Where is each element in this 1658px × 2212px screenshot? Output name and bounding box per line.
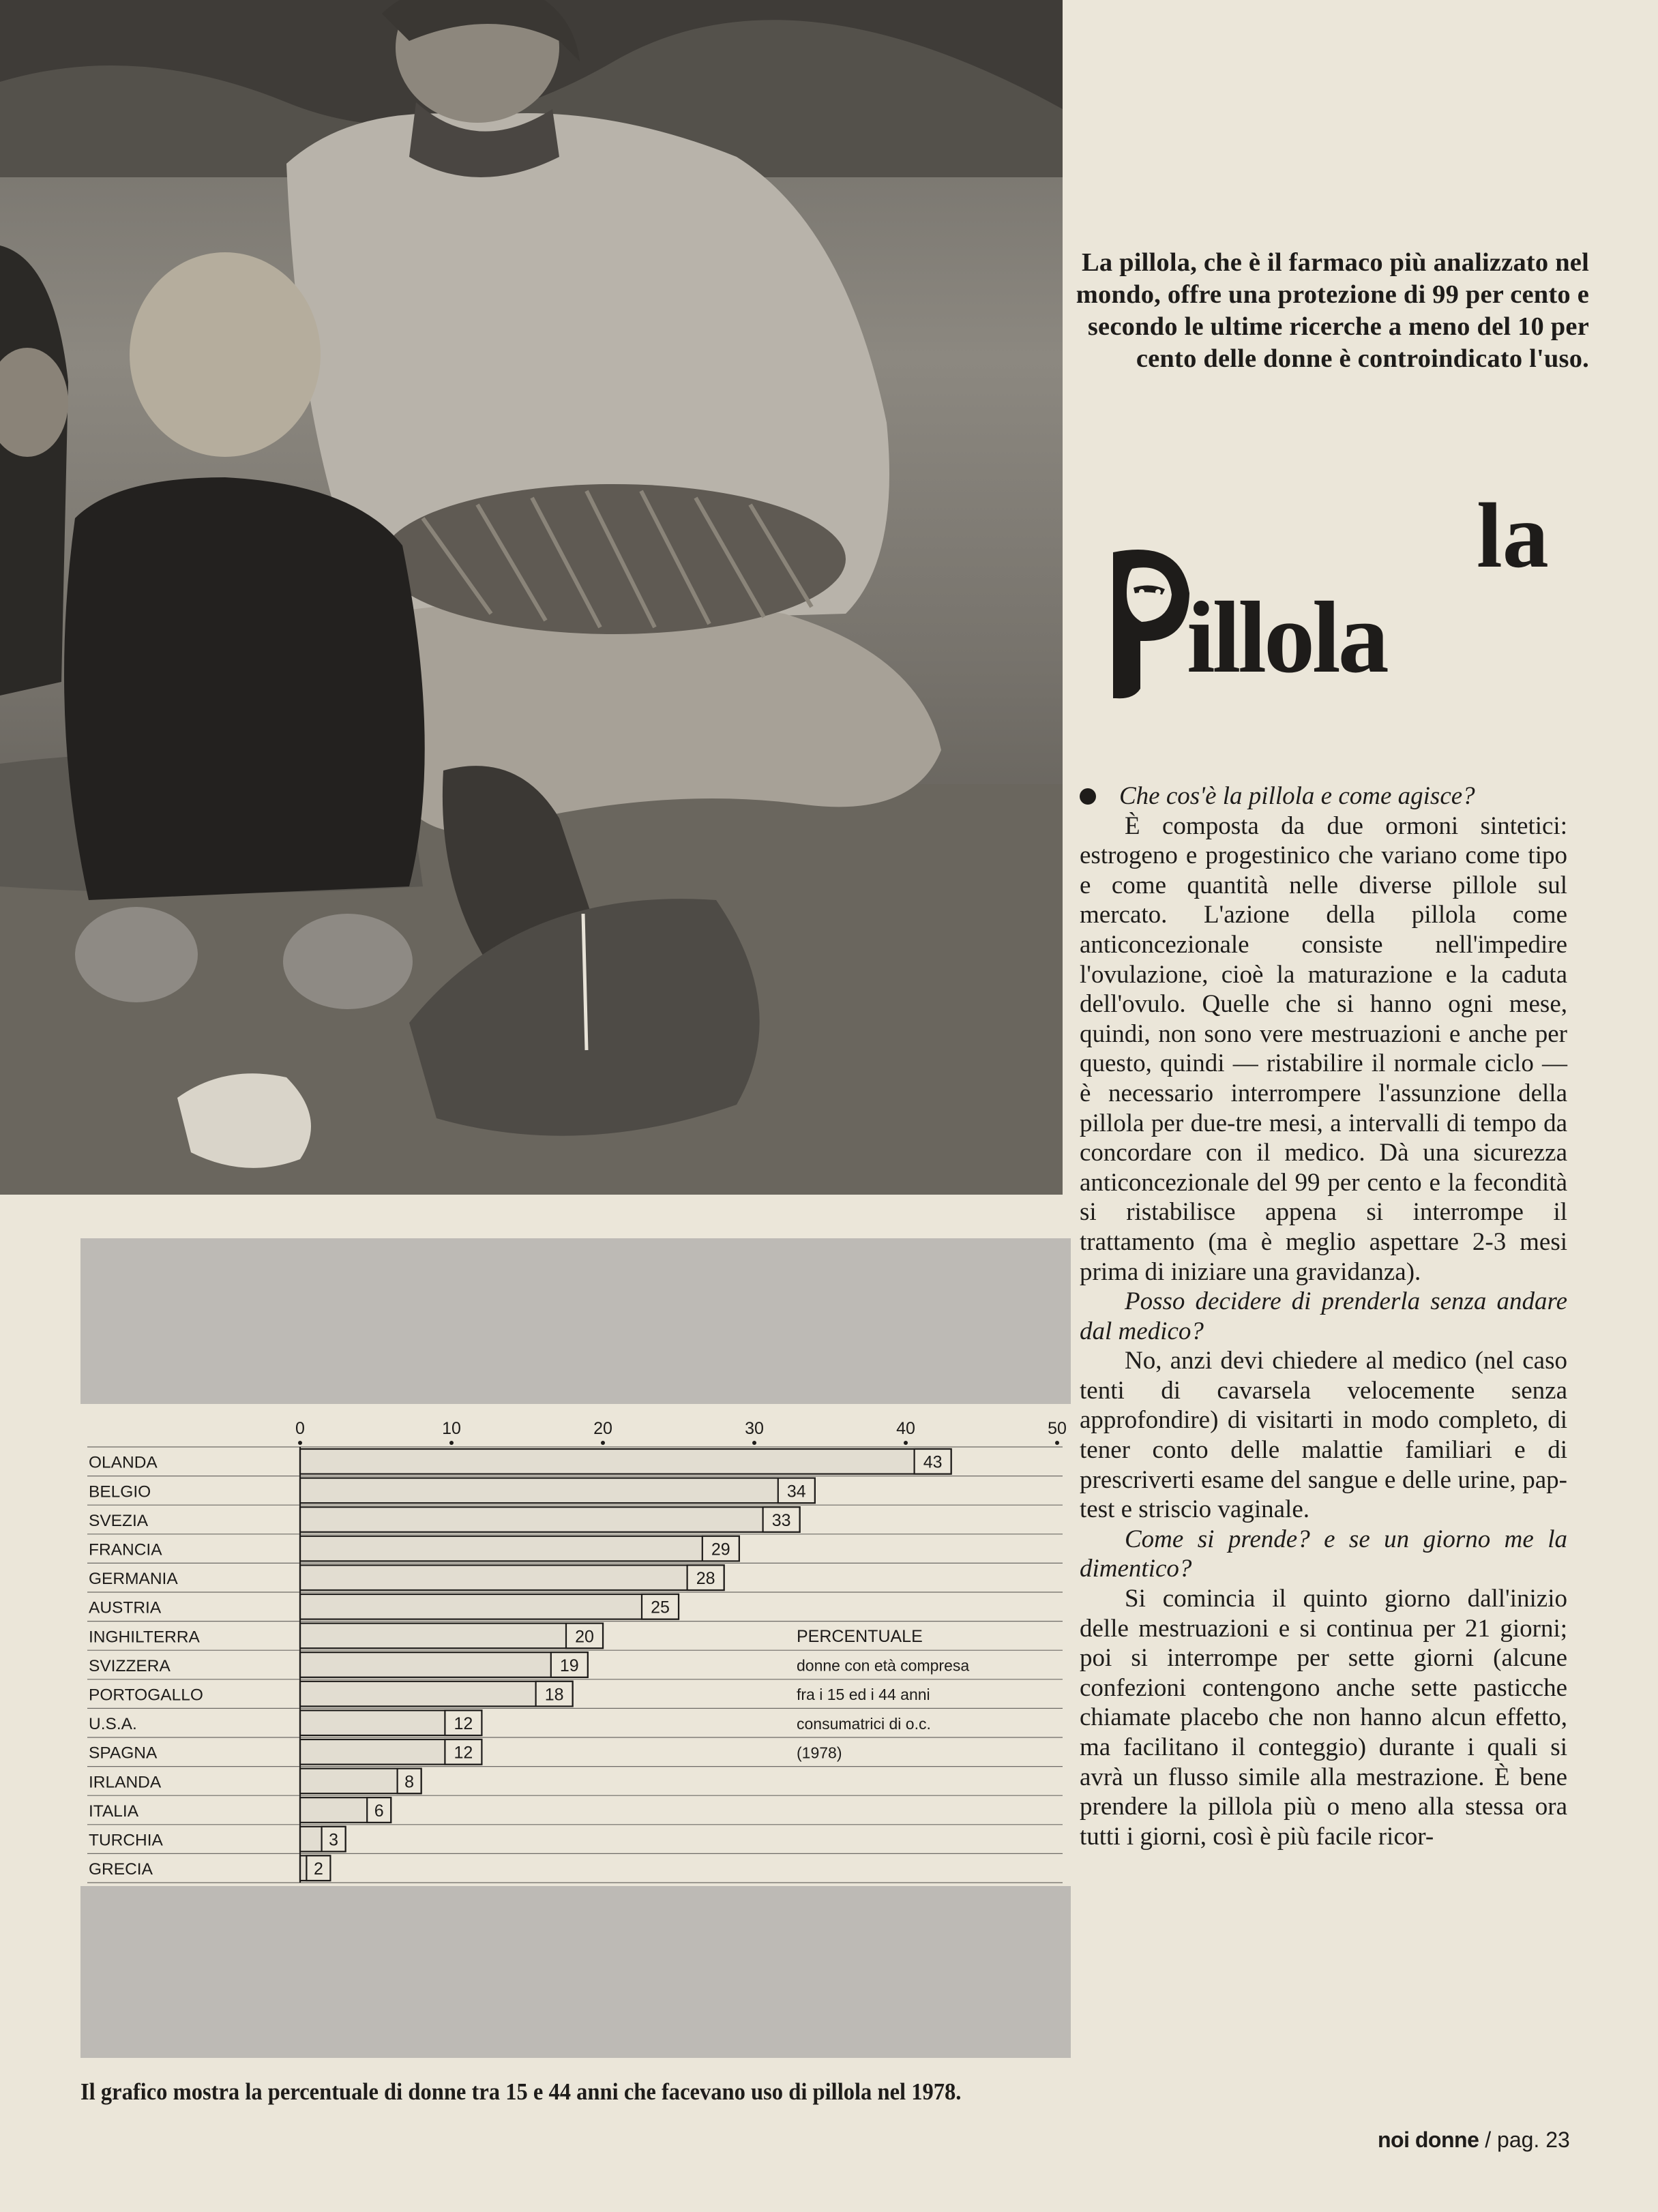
category-label: BELGIO bbox=[89, 1482, 151, 1501]
bullet-icon bbox=[1080, 788, 1096, 805]
category-label: GRECIA bbox=[89, 1860, 153, 1879]
answer-3: Si comincia il quinto giorno dall'inizio delle mestruazioni e si continua per 21 giorni; poi si interrompe per sette giorni (alcune confezioni contengono anche sette pasticche chiamate placebo che non hanno alcun effetto, ma facilitano il conteggio) durante i quali si avrà un flusso simile alla mestrazione. È bene prendere la pillola più o meno alla stessa ora tutti i giorni, così è più facile ricor- bbox=[1080, 1585, 1567, 1851]
x-tick-mark bbox=[449, 1441, 454, 1445]
category-label: TURCHIA bbox=[89, 1831, 163, 1850]
bar-value-label: 29 bbox=[711, 1540, 730, 1559]
x-tick-mark bbox=[752, 1441, 756, 1445]
footer-separator: / bbox=[1485, 2127, 1492, 2152]
bar-value-label: 25 bbox=[651, 1598, 670, 1617]
title-word-la: la bbox=[1477, 485, 1549, 587]
bar-value-label: 43 bbox=[923, 1452, 943, 1472]
page-number: pag. 23 bbox=[1497, 2127, 1570, 2152]
photo-caption: La pillola, che è il farmaco più analizzato nel mondo, offre una protezione di 99 per cento e secondo le ultime ricerche a meno del 10 per cento delle donne è controindicato l'uso. bbox=[1076, 248, 1589, 373]
bar bbox=[300, 1624, 603, 1649]
question-1: Che cos'è la pillola e come agisce? bbox=[1080, 781, 1567, 811]
category-label: ITALIA bbox=[89, 1802, 139, 1821]
magazine-brand: noi donne bbox=[1378, 2127, 1479, 2152]
x-tick-label: 20 bbox=[593, 1419, 612, 1438]
legend-line: PERCENTUALE bbox=[797, 1627, 923, 1646]
legend-line: fra i 15 ed i 44 anni bbox=[797, 1686, 930, 1704]
category-label: OLANDA bbox=[89, 1453, 158, 1472]
bar bbox=[300, 1536, 739, 1561]
category-label: GERMANIA bbox=[89, 1570, 178, 1589]
x-tick-label: 30 bbox=[745, 1419, 764, 1438]
x-tick-label: 40 bbox=[896, 1419, 915, 1438]
bar bbox=[300, 1652, 588, 1677]
x-tick-mark bbox=[601, 1441, 605, 1445]
category-label: AUSTRIA bbox=[89, 1598, 162, 1617]
bar-value-label: 34 bbox=[786, 1482, 806, 1501]
bar-value-label: 18 bbox=[544, 1685, 564, 1705]
bar-value-label: 20 bbox=[575, 1627, 594, 1647]
legend-line: consumatrici di o.c. bbox=[797, 1714, 931, 1733]
x-tick-mark bbox=[298, 1441, 302, 1445]
article-photo bbox=[0, 0, 1063, 1195]
bar bbox=[300, 1449, 951, 1474]
bar-value-label: 2 bbox=[313, 1859, 323, 1879]
x-tick-mark bbox=[1055, 1441, 1059, 1445]
bar-value-label: 6 bbox=[374, 1801, 384, 1821]
answer-1: È composta da due ormoni sintetici: estrogeno e progestinico che variano come tipo e come quantità nelle diverse pillole sul mercato. L'azione della pillola come anticoncezionale consiste nell'impedire l'ovulazione, cioè la maturazione e la caduta dell'ovulo. Quelle che si hanno ogni mese, quindi, non sono vere mestruazioni e anche per questo, quindi — ristabilire il normale ciclo — è necessario interrompere l'assunzione della pillola per due-tre mesi, a intervalli di tempo da concordare con il medico. Dà una sicurezza anticoncezionale del 99 per cento e la fecondità si ristabilisce appena si interrompe il trattamento (ma è meglio aspettare 2-3 mesi prima di iniziare una gravidanza). bbox=[1080, 811, 1567, 1286]
bar bbox=[300, 1565, 724, 1590]
category-label: SVEZIA bbox=[89, 1511, 149, 1530]
category-label: SPAGNA bbox=[89, 1744, 158, 1763]
bar-value-label: 8 bbox=[404, 1772, 415, 1792]
x-tick-mark bbox=[904, 1441, 908, 1445]
category-label: IRLANDA bbox=[89, 1773, 162, 1792]
x-tick-label: 50 bbox=[1048, 1419, 1067, 1438]
article-body bbox=[1080, 781, 1567, 1851]
bar-value-label: 12 bbox=[454, 1743, 473, 1763]
category-label: U.S.A. bbox=[89, 1715, 137, 1734]
bar bbox=[300, 1594, 679, 1619]
bar bbox=[300, 1682, 573, 1707]
answer-2: No, anzi devi chiedere al medico (nel caso tenti di cavarsela velocemente senza approfondire) di visitarti in modo completo, di tener conto delle malattie familiari e di prescriverti esame del sangue e delle urine, pap-test e striscio vaginale. bbox=[1080, 1347, 1567, 1524]
legend-line: (1978) bbox=[797, 1744, 842, 1762]
legend-line: donne con età compresa bbox=[797, 1656, 970, 1675]
pill-p-logo-icon bbox=[1106, 545, 1194, 701]
bar-chart bbox=[80, 1238, 1071, 2058]
page-footer bbox=[1378, 2127, 1570, 2153]
bar-value-label: 12 bbox=[454, 1714, 473, 1734]
bar-value-label: 28 bbox=[696, 1569, 715, 1589]
category-label: FRANCIA bbox=[89, 1540, 162, 1559]
x-tick-label: 0 bbox=[295, 1419, 305, 1438]
bar bbox=[300, 1478, 815, 1504]
bar-value-label: 3 bbox=[329, 1830, 339, 1850]
category-label: SVIZZERA bbox=[89, 1656, 171, 1675]
question-2: Posso decidere di prenderla senza andare dal medico? bbox=[1080, 1287, 1567, 1345]
chart-plot bbox=[80, 1238, 1071, 2058]
x-tick-label: 10 bbox=[442, 1419, 461, 1438]
title-word-illola: illola bbox=[1187, 581, 1387, 694]
chart-caption: Il grafico mostra la percentuale di donne tra 15 e 44 anni che facevano uso di pillola nel 1978. bbox=[80, 2078, 962, 2105]
category-label: PORTOGALLO bbox=[89, 1686, 203, 1705]
question-3: Come si prende? e se un giorno me la dimentico? bbox=[1080, 1525, 1567, 1583]
bar-value-label: 19 bbox=[559, 1656, 579, 1675]
bar-value-label: 33 bbox=[771, 1510, 791, 1530]
bar bbox=[300, 1507, 800, 1532]
category-label: INGHILTERRA bbox=[89, 1628, 200, 1647]
photo-family-with-drum-icon bbox=[0, 0, 1063, 1195]
